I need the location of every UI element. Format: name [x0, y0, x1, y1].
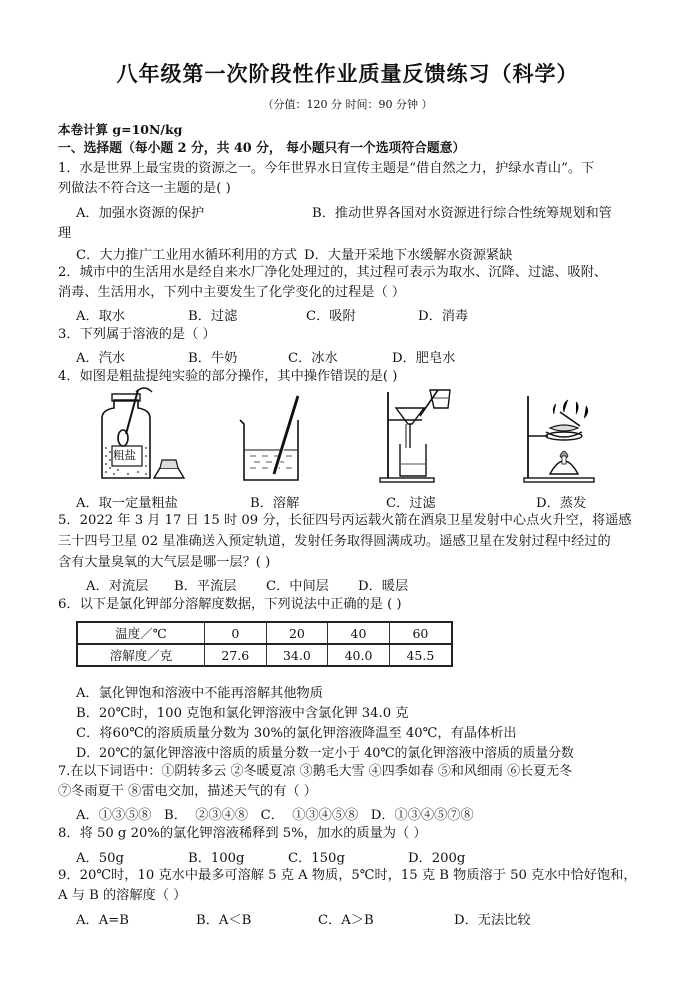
table-cell: 27.6	[205, 644, 267, 666]
q9-option-c: C．A＞B	[318, 913, 374, 928]
q6-option-b: B．20℃时，100 克饱和氯化钾溶液中含氯化钾 34.0 克	[76, 706, 409, 721]
q3-option-d: D．肥皂水	[392, 351, 456, 366]
q1-option-a: A．加强水资源的保护	[76, 206, 205, 221]
q2-option-c: C．吸附	[306, 309, 356, 324]
q7-options: A．①③⑤⑧ B． ②③④⑧ C． ①③④⑤⑧ D．①③④⑤⑦⑧	[76, 808, 474, 823]
q9-option-a: A．A=B	[76, 913, 129, 928]
page-title: 八年级第一次阶段性作业质量反馈练习（科学）	[116, 61, 579, 86]
q1-option-b-cont: 理	[58, 226, 72, 241]
table-cell: 34.0	[266, 644, 328, 666]
q2-stem-line1: 2．城市中的生活用水是经自来水厂净化处理过的，其过程可表示为取水、沉降、过滤、吸附、	[58, 265, 608, 280]
table-cell: 45.5	[389, 644, 452, 666]
q3-option-c: C．冰水	[288, 351, 338, 366]
solubility-table	[76, 621, 453, 667]
figure-dissolve	[236, 390, 306, 484]
calc-note: 本卷计算 g=10N/kg	[58, 122, 183, 137]
q5-stem-line1: 5．2022 年 3 月 17 日 15 时 09 分，长征四号丙运载火箭在酒泉卫星发射中心点火升空，将遥感	[58, 513, 632, 528]
q8-option-b: B．100g	[188, 851, 245, 866]
figure-filter	[376, 386, 454, 484]
q2-stem-line2: 消毒、生活用水，下列中主要发生了化学变化的过程是（ ）	[58, 285, 406, 300]
q8-option-d: D．200g	[408, 851, 466, 866]
q4-option-c: C．过滤	[386, 496, 436, 511]
q2-option-a: A．取水	[76, 309, 126, 324]
q1-option-d: D．大量开采地下水缓解水资源紧缺	[304, 248, 513, 263]
table-row	[77, 644, 452, 666]
q1-option-c: C．大力推广工业用水循环利用的方式	[76, 248, 298, 263]
q9-option-d: D．无法比较	[454, 913, 531, 928]
section-heading: 一、选择题（每小题 2 分，共 40 分， 每小题只有一个选项符合题意）	[58, 141, 466, 156]
q5-option-c: C．中间层	[266, 579, 329, 594]
table-cell: 60	[389, 622, 452, 644]
table-cell: 20	[266, 622, 328, 644]
q8-option-c: C．150g	[288, 851, 345, 866]
table-cell: 0	[205, 622, 267, 644]
q6-option-d: D．20℃的氯化钾溶液中溶质的质量分数一定小于 40℃的氯化钾溶液中溶质的质量分数	[76, 746, 574, 761]
q6-option-a: A．氯化钾饱和溶液中不能再溶解其他物质	[76, 686, 323, 701]
q1-stem-line2: 列做法不符合这一主题的是( )	[58, 181, 231, 196]
score-time-subtitle: （分值：120 分 时间：90 分钟 ）	[262, 98, 433, 111]
q5-option-a: A．对流层	[86, 579, 149, 594]
figure-evaporate	[520, 392, 602, 484]
q3-stem: 3．下列属于溶液的是（ ）	[58, 327, 216, 342]
q9-option-b: B．A＜B	[196, 913, 252, 928]
q4-stem: 4．如图是粗盐提纯实验的部分操作，其中操作错误的是( )	[58, 369, 398, 384]
q3-option-b: B．牛奶	[188, 351, 238, 366]
q8-stem: 8．将 50 g 20%的氯化钾溶液稀释到 5%，加水的质量为（ ）	[58, 826, 427, 841]
q6-option-c: C．将60℃的溶质质量分数为 30%的氯化钾溶液降温至 40℃，有晶体析出	[76, 726, 517, 741]
q5-option-b: B．平流层	[174, 579, 237, 594]
q6-stem: 6．以下是氯化钾部分溶解度数据，下列说法中正确的是 ( )	[58, 597, 402, 612]
figure-salt-label: 粗盐	[113, 448, 136, 462]
q7-stem-line2: ⑦冬雨夏干 ⑧雷电交加，描述天气的有（ ）	[58, 784, 317, 799]
q8-option-a: A．50g	[76, 851, 124, 866]
q9-stem-line1: 9．20℃时，10 克水中最多可溶解 5 克 A 物质，5℃时，15 克 B 物质溶于 50 克水中恰好饱和，	[58, 868, 637, 883]
q2-option-b: B．过滤	[188, 309, 238, 324]
q5-stem-line3: 含有大量臭氧的大气层是哪一层？( )	[58, 555, 271, 570]
figure-take-salt	[88, 386, 208, 484]
q3-option-a: A．汽水	[76, 351, 126, 366]
table-cell: 40.0	[328, 644, 390, 666]
table-row	[77, 622, 452, 644]
q1-option-b: B．推动世界各国对水资源进行综合性统筹规划和管	[312, 206, 612, 221]
q7-stem-line1: 7.在以下词语中：①阴转多云 ②冬暖夏凉 ③鹅毛大雪 ④四季如春 ⑤和风细雨 ⑥长夏无冬	[58, 764, 573, 779]
q5-stem-line2: 三十四号卫星 02 星准确送入预定轨道，发射任务取得圆满成功。遥感卫星在发射过程中经过的	[58, 534, 611, 549]
q5-option-d: D．暖层	[358, 579, 409, 594]
q4-option-b: B．溶解	[250, 496, 300, 511]
table-header-cell: 溶解度／克	[77, 644, 205, 666]
q2-option-d: D．消毒	[418, 309, 469, 324]
q9-stem-line2: A 与 B 的溶解度（ ）	[58, 888, 187, 903]
table-header-cell: 温度／℃	[77, 622, 205, 644]
q1-stem-line1: 1．水是世界上最宝贵的资源之一。今年世界水日宣传主题是“借自然之力，护绿水青山”。下	[58, 161, 595, 176]
q4-option-a: A．取一定量粗盐	[76, 496, 178, 511]
q4-option-d: D．蒸发	[536, 496, 587, 511]
table-cell: 40	[328, 622, 390, 644]
